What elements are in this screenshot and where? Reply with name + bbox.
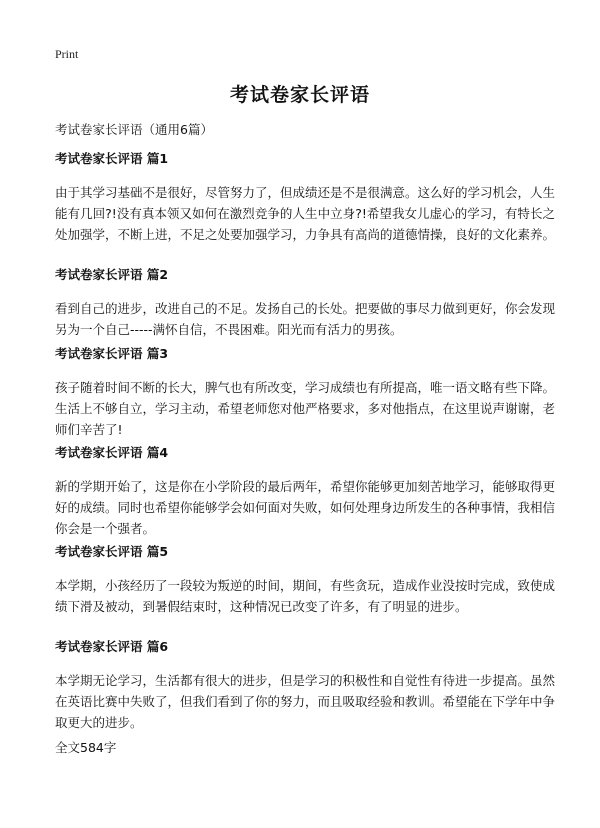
section-heading: 考试卷家长评语 篇2	[55, 267, 169, 282]
section-1	[55, 150, 555, 245]
section-body: 看到自己的进步，改进自己的不足。发扬自己的长处。把要做的事尽力做到更好，你会发现另为一个自己-----满怀自信，不畏困难。阳光而有活力的男孩。	[55, 301, 556, 337]
section-6	[55, 638, 555, 733]
section-4	[55, 444, 555, 539]
section-body: 本学期，小孩经历了一段较为叛逆的时间，期间，有些贪玩，造成作业没按时完成，致使成绩下滑及被动，到暑假结束时，这种情况已改变了许多，有了明显的进步。	[55, 578, 556, 614]
section-heading: 考试卷家长评语 篇6	[55, 639, 169, 654]
section-body: 新的学期开始了，这是你在小学阶段的最后两年，希望你能够更加刻苦地学习，能够取得更好的成绩。同时也希望你能够学会如何面对失败，如何处理身边所发生的各种事情，我相信你会是一个强者。	[55, 479, 556, 536]
section-heading: 考试卷家长评语 篇1	[55, 151, 169, 166]
word-count: 全文584字	[55, 740, 117, 755]
section-3	[55, 345, 555, 440]
document-title: 考试卷家长评语	[229, 84, 370, 106]
section-body: 本学期无论学习，生活都有很大的进步，但是学习的积极性和自觉性有待进一步提高。虽然在英语比赛中失败了，但我们看到了你的努力，而且吸取经验和教训。希望能在下学年中争取更大的进步。	[55, 673, 556, 730]
section-heading: 考试卷家长评语 篇3	[55, 346, 169, 361]
print-label: Print	[55, 47, 79, 61]
section-body: 孩子随着时间不断的长大，脾气也有所改变，学习成绩也有所提高，唯一语文略有些下降。生活上不够自立，学习主动，希望老师您对他严格要求，多对他指点，在这里说声谢谢，老师们辛苦了!	[55, 380, 556, 437]
document-subtitle: 考试卷家长评语（通用6篇）	[55, 122, 213, 137]
section-heading: 考试卷家长评语 篇4	[55, 445, 169, 460]
section-5	[55, 543, 555, 617]
section-heading: 考试卷家长评语 篇5	[55, 544, 169, 559]
section-body: 由于其学习基础不是很好，尽管努力了，但成绩还是不是很满意。这么好的学习机会，人生能有几回?!没有真本领又如何在激烈竞争的人生中立身?!希望我女儿虚心的学习，有特长之处加强学，不断上进，不足之处要加强学习，力争具有高尚的道德情操，良好的文化素养。	[55, 185, 556, 242]
section-2	[55, 266, 555, 340]
